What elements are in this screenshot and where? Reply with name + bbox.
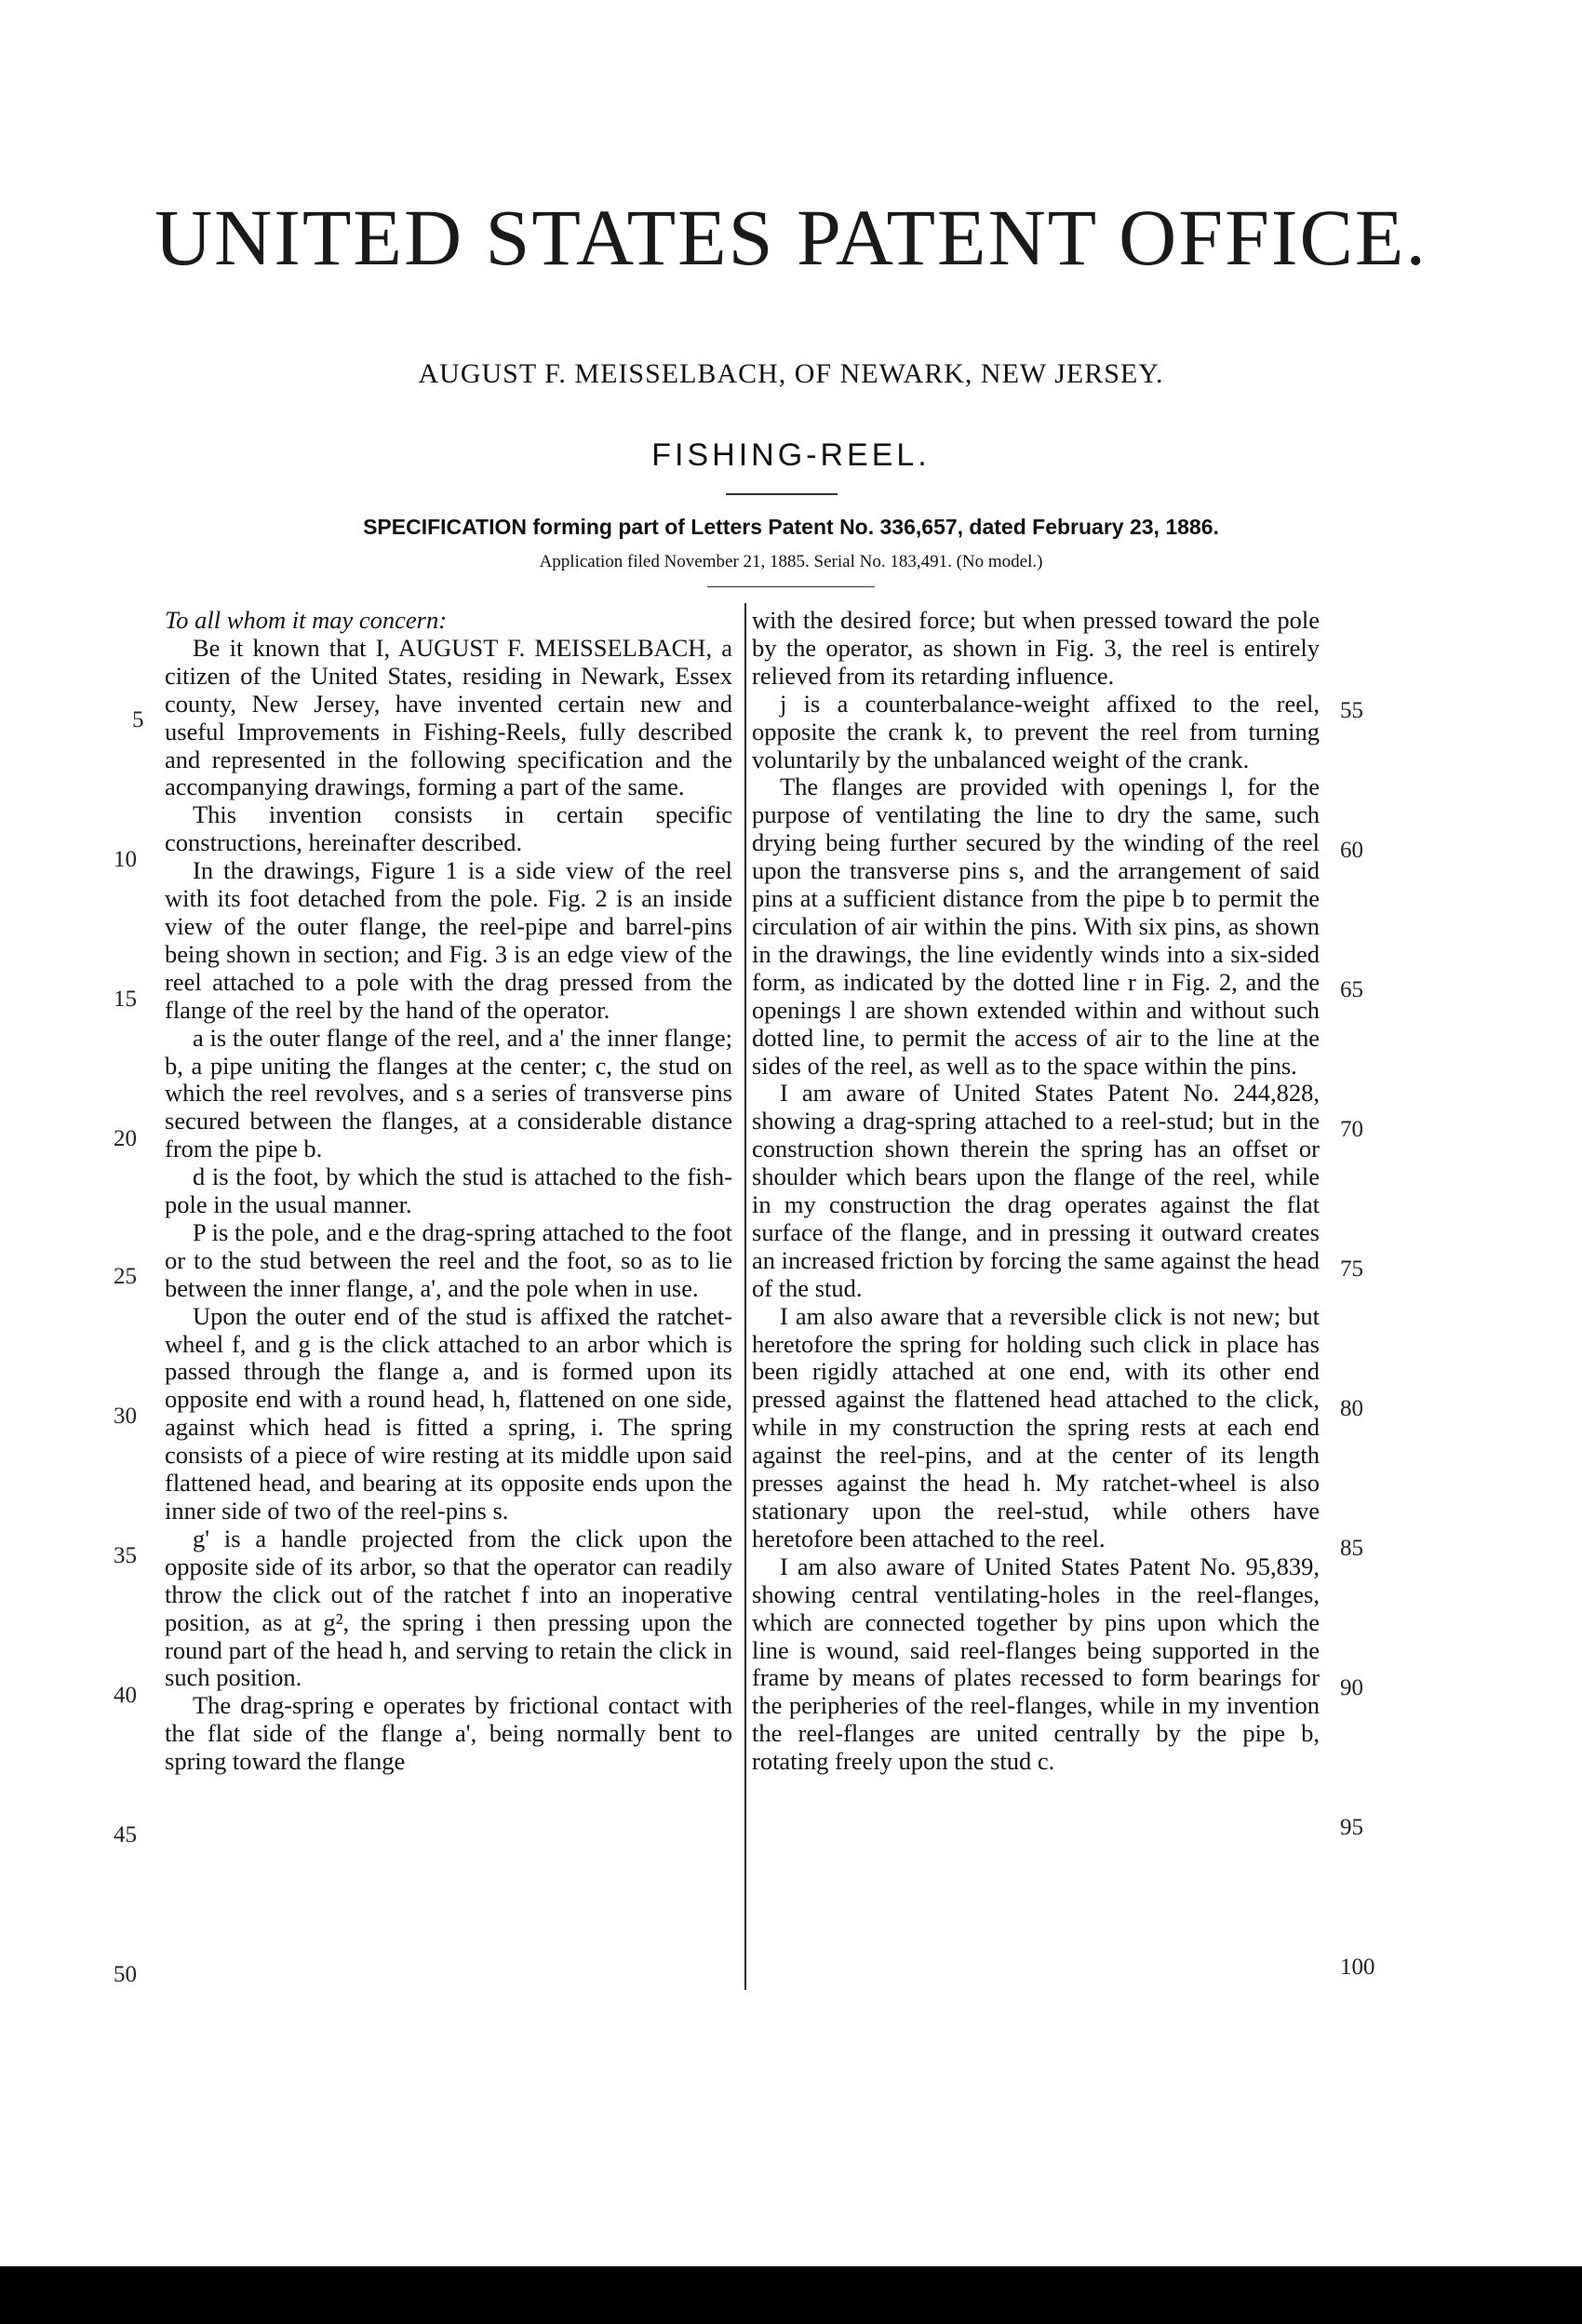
line-number: 85 — [1340, 1536, 1363, 1561]
paragraph: The drag-spring e operates by frictional contact with the flat side of the flange a', being normally bent to spring toward the flange — [165, 1691, 732, 1776]
paragraph: I am aware of United States Patent No. 244,828, showing a drag-spring attached to a reel-stud; but in the construction shown therein the spring has an offset or shoulder which bears upon the flange of the reel, while in my construction the drag operates against the flat surface of the flange, and in pressing it outward creates an increased friction by forcing the same against the head of the stud. — [752, 1079, 1320, 1302]
line-number: 100 — [1340, 1955, 1375, 1980]
line-number: 60 — [1340, 838, 1363, 863]
paragraph: a is the outer flange of the reel, and a' the inner flange; b, a pipe uniting the flanges at the center; c, the stud on which the reel revolves, and s a series of transverse pins secured between the flanges, at a considerable distance from the pipe b. — [165, 1023, 732, 1163]
line-number: 50 — [114, 1962, 137, 1987]
line-number: 95 — [1340, 1815, 1363, 1840]
paragraph: j is a counterbalance-weight affixed to the reel, opposite the crank k, to prevent the reel from turning voluntarily by the unbalanced weight of the crank. — [752, 689, 1320, 773]
paragraph: d is the foot, by which the stud is attached to the fish-pole in the usual manner. — [165, 1162, 732, 1219]
line-number: 20 — [114, 1126, 137, 1151]
column-divider — [744, 603, 746, 1990]
line-number: 25 — [114, 1264, 137, 1289]
line-number: 65 — [1340, 977, 1363, 1002]
salutation: To all whom it may concern: — [165, 606, 448, 634]
scan-border-bar — [0, 2266, 1582, 2324]
left-column — [165, 607, 732, 1776]
inventor-line: AUGUST F. MEISSELBACH, OF NEWARK, NEW JERSEY. — [418, 358, 1164, 389]
line-number: 90 — [1340, 1675, 1363, 1700]
line-number: 5 — [132, 707, 144, 732]
line-number: 55 — [1340, 698, 1363, 723]
line-number: 10 — [114, 847, 137, 872]
paragraph: P is the pole, and e the drag-spring attached to the foot or to the stud between the reel and the foot, so as to lie between the inner flange, a', and the pole when in use. — [165, 1217, 732, 1302]
line-number: 30 — [114, 1404, 137, 1429]
line-number: 70 — [1340, 1117, 1363, 1142]
invention-title: FISHING-REEL. — [651, 437, 931, 473]
paragraph: I am also aware of United States Patent No. 95,839, showing central ventilating-holes in the reel-flanges, which are connected together by pins upon which the line is wound, said reel-flanges being supported in the frame by means of plates recessed to form bearings for the peripheries of the reel-flanges, while in my invention the reel-flanges are united centrally by the pipe b, rotating freely upon the stud c. — [752, 1552, 1320, 1776]
paragraph: This invention consists in certain specific constructions, hereinafter described. — [165, 800, 732, 857]
paragraph: The flanges are provided with openings l, for the purpose of ventilating the line to dry the same, such drying being further secured by the winding of the reel upon the transverse pins s, and the arrangement of said pins at a sufficient distance from the pipe b to permit the circulation of air within the pins. With six pins, as shown in the drawings, the line evidently winds into a six-sided form, as indicated by the dotted line r in Fig. 2, and the openings l are shown extended within and without such dotted line, to permit the access of air to the line at the sides of the reel, as well as to the space within the pins. — [752, 772, 1320, 1080]
line-number: 15 — [114, 987, 137, 1012]
title-divider — [726, 493, 838, 495]
specification-line: SPECIFICATION forming part of Letters Patent No. 336,657, dated February 23, 1886. — [363, 515, 1219, 539]
paragraph: Be it known that I, AUGUST F. MEISSELBACH, a citizen of the United States, residing in Newark, Essex county, New Jersey, have invented certain new and useful Improvements in Fishing-Reels, fully described and represented in the following specification and the accompanying drawings, forming a part of the same. — [165, 633, 732, 801]
paragraph: In the drawings, Figure 1 is a side view of the reel with its foot detached from the pole. Fig. 2 is an inside view of the outer flange, the reel-pipe and barrel-pins being shown in section; and Fig. 3 is an edge view of the reel attached to a pole with the drag pressed from the flange of the reel by the hand of the operator. — [165, 856, 732, 1024]
header-divider — [707, 586, 875, 587]
right-column — [752, 607, 1320, 1776]
paragraph: with the desired force; but when pressed toward the pole by the operator, as shown in Fig. 3, the reel is entirely relieved from its retarding influence. — [752, 606, 1320, 690]
paragraph: Upon the outer end of the stud is affixed the ratchet-wheel f, and g is the click attached to an arbor which is passed through the flange a, and is formed upon its opposite end with a round head, h, flattened on one side, against which head is fitted a spring, i. The spring consists of a piece of wire resting at its middle upon said flattened head, and bearing at its opposite ends upon the inner side of two of the reel-pins s. — [165, 1301, 732, 1525]
line-number: 45 — [114, 1822, 137, 1847]
line-number: 80 — [1340, 1396, 1363, 1421]
line-number: 35 — [114, 1543, 137, 1568]
application-line: Application filed November 21, 1885. Serial No. 183,491. (No model.) — [539, 552, 1043, 571]
line-number: 75 — [1340, 1256, 1363, 1282]
line-number: 40 — [114, 1683, 137, 1708]
paragraph: I am also aware that a reversible click is not new; but heretofore the spring for holding such click in place has been rigidly attached at one end, with its other end pressed against the flattened head attached to the click, while in my construction the spring rests at each end against the reel-pins, and at the center of its length presses against the head h. My ratchet-wheel is also stationary upon the reel-stud, while others have heretofore been attached to the reel. — [752, 1301, 1320, 1552]
paragraph: g' is a handle projected from the click upon the opposite side of its arbor, so that the operator can readily throw the click out of the ratchet f into an inoperative position, as at g², the spring i then pressing upon the round part of the head h, and serving to retain the click in such position. — [165, 1524, 732, 1692]
patent-office-heading: UNITED STATES PATENT OFFICE. — [154, 193, 1428, 282]
